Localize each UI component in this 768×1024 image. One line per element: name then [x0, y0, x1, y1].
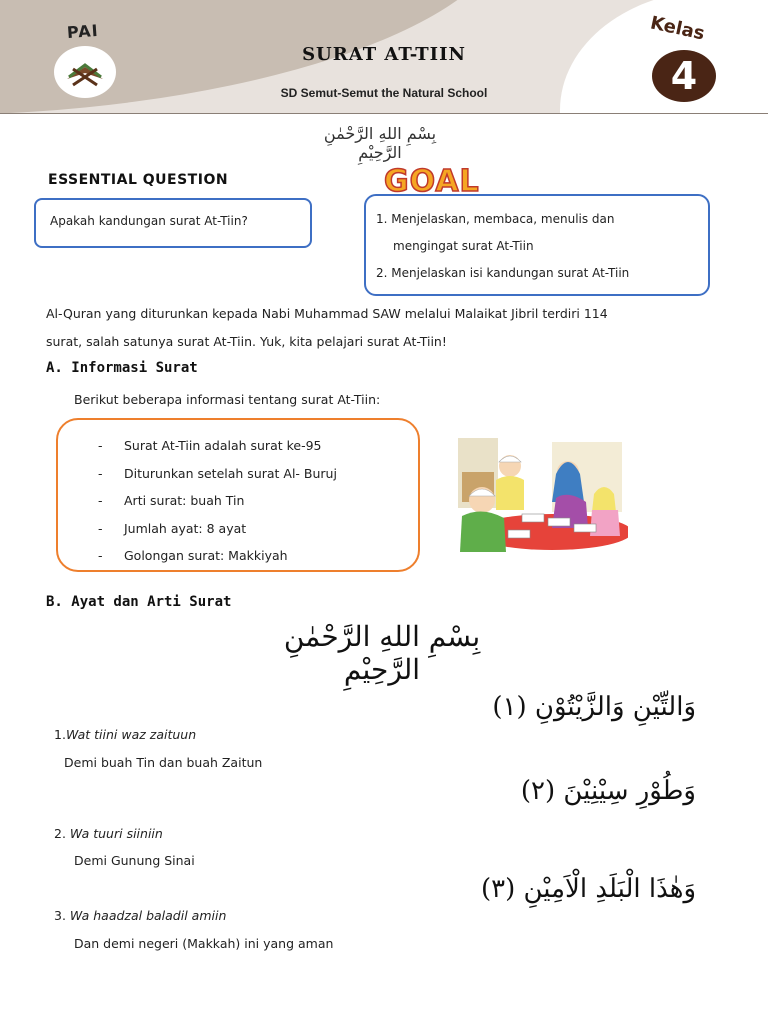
essential-question-text: Apakah kandungan surat At-Tiin?	[50, 214, 248, 228]
subject-label: PAI	[66, 20, 100, 43]
intro-line: Al-Quran yang diturunkan kepada Nabi Muhammad SAW melalui Malaikat Jibril terdiri 114	[46, 306, 608, 321]
goal-item-text: mengingat surat At-Tiin	[393, 239, 534, 253]
ayah-arabic: وَطُوْرِ سِيْنِيْنَ (٢)	[520, 776, 696, 806]
bismillah-calligraphy-large: بِسْمِ اللهِ الرَّحْمٰنِ الرَّحِيْمِ	[283, 620, 481, 686]
goal-box	[364, 194, 710, 296]
ayah-arabic: وَالتِّيْنِ وَالزَّيْتُوْنِ (١)	[492, 692, 696, 722]
intro-line: surat, salah satunya surat At-Tiin. Yuk, kita pelajari surat At-Tiin!	[46, 334, 447, 349]
goal-item	[376, 206, 629, 233]
ayah-number: 2.	[54, 826, 66, 841]
ayah-transliteration-text: Wa tuuri siiniin	[69, 826, 163, 841]
info-item-text: Diturunkan setelah surat Al- Buruj	[124, 465, 337, 481]
bismillah-calligraphy: بِسْمِ اللهِ الرَّحْمٰنِ الرَّحِيْمِ	[323, 124, 437, 162]
essential-question-heading: ESSENTIAL QUESTION	[48, 172, 229, 188]
ayah-number: 3.	[54, 908, 66, 923]
header-divider	[0, 113, 768, 114]
info-item: - Golongan surat: Makkiyah	[98, 548, 288, 563]
surah-info-list	[98, 432, 337, 570]
intro-paragraph	[46, 300, 726, 356]
ayah-transliteration	[54, 908, 226, 923]
goal-item-continuation	[376, 233, 629, 260]
ayah-meaning: Demi Gunung Sinai	[74, 853, 195, 868]
goal-item	[376, 260, 629, 287]
info-item-text: Golongan surat: Makkiyah	[124, 548, 288, 563]
section-a-heading: A. Informasi Surat	[46, 360, 198, 376]
surah-info-box	[56, 418, 420, 572]
goal-item-text: Menjelaskan isi kandungan surat At-Tiin	[391, 266, 630, 280]
info-item-text: Surat At-Tiin adalah surat ke-95	[124, 438, 322, 453]
page-title: SURAT AT-TIIN	[302, 44, 466, 65]
ayah-transliteration	[54, 826, 163, 841]
section-a-intro: Berikut beberapa informasi tentang surat At-Tiin:	[74, 392, 381, 407]
ayah-arabic: وَهٰذَا الْبَلَدِ الْاَمِيْنِ (٣)	[480, 874, 696, 904]
info-item-text: Jumlah ayat: 8 ayat	[124, 520, 247, 536]
ayah-meaning: Demi buah Tin dan buah Zaitun	[64, 755, 263, 770]
kelas-badge: 4	[652, 50, 716, 102]
info-item: - Surat At-Tiin adalah surat ke-95	[98, 438, 322, 453]
school-name: SD Semut-Semut the Natural School	[280, 86, 488, 100]
kelas-label: Kelas	[648, 12, 707, 45]
info-item: - Jumlah ayat: 8 ayat	[98, 520, 247, 536]
ayah-meaning: Dan demi negeri (Makkah) ini yang aman	[74, 936, 334, 951]
children-reading-quran-illustration	[452, 432, 628, 560]
section-b-heading: B. Ayat dan Arti Surat	[46, 594, 232, 610]
goal-item-number: 1.	[376, 212, 388, 226]
goal-item-number: 2.	[376, 266, 388, 280]
ayah-transliteration-text: Wat tiini waz zaituun	[65, 727, 197, 742]
goal-item-text: Menjelaskan, membaca, menulis dan	[391, 212, 615, 226]
goal-list	[376, 206, 629, 287]
info-item: - Arti surat: buah Tin	[98, 493, 245, 508]
essential-question-box	[34, 198, 312, 248]
ayah-transliteration-text: Wa haadzal baladil amiin	[69, 908, 227, 923]
ayah-number: 1.	[54, 727, 66, 742]
ayah-transliteration	[54, 727, 196, 742]
goal-heading: GOAL	[384, 164, 480, 199]
info-item: - Diturunkan setelah surat Al- Buruj	[98, 465, 337, 481]
info-item-text: Arti surat: buah Tin	[124, 493, 245, 508]
